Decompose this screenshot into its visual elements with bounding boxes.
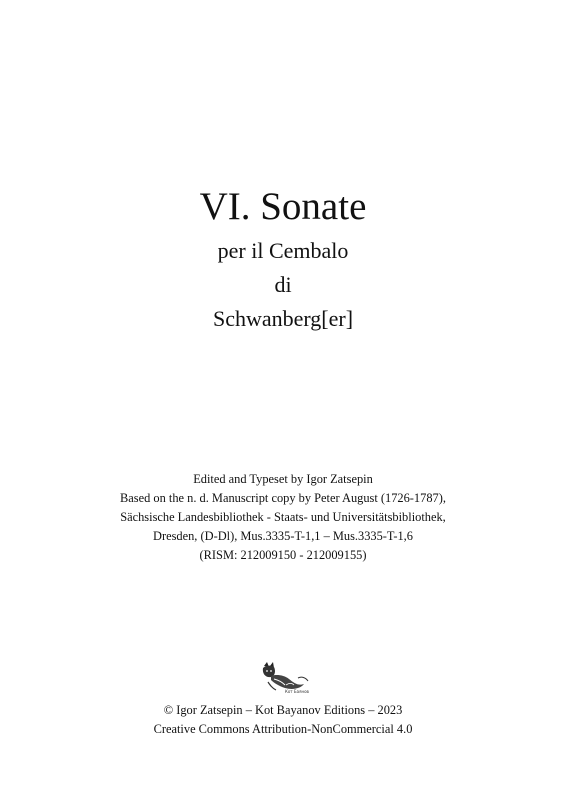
cat-logo-icon [258, 660, 310, 694]
title-block [0, 182, 566, 336]
subtitle-instrument: per il Cembalo [217, 238, 349, 263]
footer-block [0, 701, 566, 739]
credit-line-rism: (RISM: 212009150 - 212009155) [199, 548, 367, 562]
logo-caption: Кот Баянов [285, 689, 309, 694]
credit-line-editor: Edited and Typeset by Igor Zatsepin [193, 472, 373, 486]
subtitle-di: di [274, 272, 292, 297]
credits-block [0, 470, 566, 565]
composer-name: Schwanberg[er] [212, 306, 354, 331]
copyright-line: © Igor Zatsepin – Kot Bayanov Editions – 2023 [163, 703, 403, 717]
page-title: VI. Sonate [199, 185, 367, 228]
license-line: Creative Commons Attribution-NonCommercial 4.0 [153, 722, 413, 736]
credit-line-library: Sächsische Landesbibliothek - Staats- und Universitätsbibliothek, [120, 510, 446, 524]
credit-line-shelfmark: Dresden, (D-Dl), Mus.3335-T-1,1 – Mus.3335-T-1,6 [153, 529, 413, 543]
credit-line-source: Based on the n. d. Manuscript copy by Peter August (1726-1787), [120, 491, 446, 505]
